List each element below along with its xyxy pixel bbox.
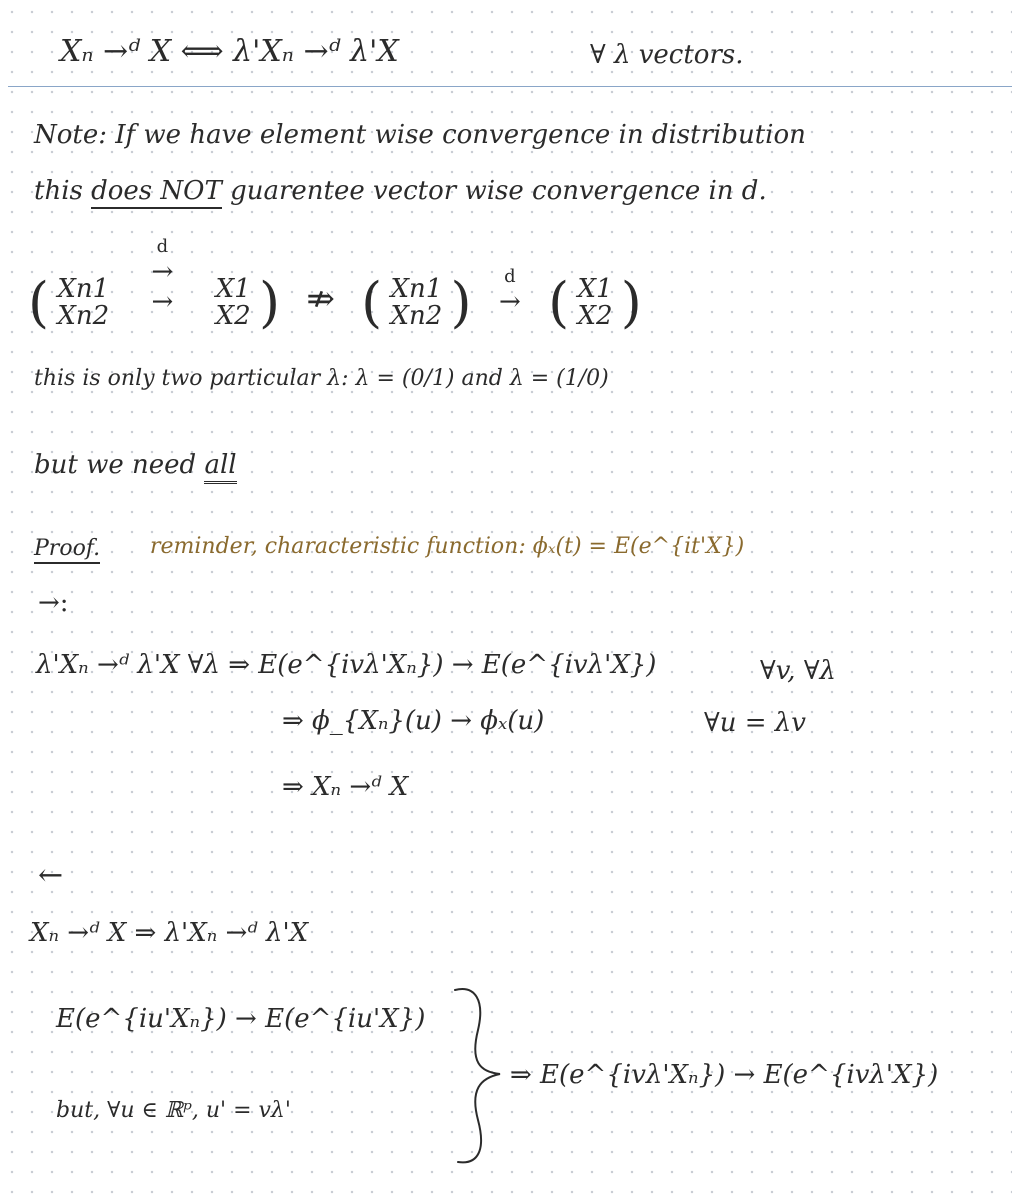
theorem-statement-rhs: ∀ λ vectors. <box>590 40 744 70</box>
vector-example: ( Xn1 Xn2 d → → X1 X2 ) ⇏ ( Xn1 Xn2 ) d → ( X1 X2 ) <box>28 236 642 334</box>
but-line: but we need all <box>34 450 237 480</box>
proof-line-3: ⇒ Xₙ →ᵈ X <box>282 772 409 802</box>
proof-title: Proof. <box>34 536 100 564</box>
proof-line-5: E(e^{iu'Xₙ}) → E(e^{iu'X}) <box>56 1004 426 1034</box>
particular-lambda-line: this is only two particular λ: λ = (0/1) and λ = (1/0) <box>34 366 609 391</box>
proof-line-4: Xₙ →ᵈ X ⇒ λ'Xₙ →ᵈ λ'X <box>30 918 309 948</box>
backward-direction-arrow: ← <box>38 858 64 893</box>
proof-line-1: λ'Xₙ →ᵈ λ'X ∀λ ⇒ E(e^{ivλ'Xₙ}) → E(e^{ivλ'X}) <box>36 650 657 680</box>
proof-line-2: ⇒ ϕ_{Xₙ}(u) → ϕₓ(u) <box>282 706 545 736</box>
vec-x: X1 X2 <box>215 273 251 331</box>
cf-reminder: reminder, characteristic function: ϕₓ(t) = E(e^{it'X}) <box>150 534 745 559</box>
proof-line-2-quantifier: ∀u = λv <box>704 708 806 738</box>
proof-line-6: but, ∀u ∈ ℝᵖ, u' = vλ' <box>56 1098 291 1123</box>
all-emphasis: all <box>204 450 236 484</box>
vec-xn: Xn1 Xn2 <box>57 273 110 331</box>
note-line-1: Note: If we have element wise convergence in distribution <box>34 120 806 150</box>
note-line-2: this does NOT guarentee vector wise convergence in d. <box>34 176 767 206</box>
theorem-statement-lhs: Xₙ →ᵈ X ⟺ λ'Xₙ →ᵈ λ'X <box>60 34 399 69</box>
forward-direction-arrow: →: <box>38 588 69 618</box>
proof-conclusion: ⇒ E(e^{ivλ'Xₙ}) → E(e^{ivλ'X}) <box>510 1060 939 1090</box>
does-not-emphasis: does NOT <box>91 176 222 209</box>
proof-line-1-quantifier: ∀v, ∀λ <box>760 656 836 686</box>
implies-not-symbol: ⇏ <box>306 279 335 319</box>
